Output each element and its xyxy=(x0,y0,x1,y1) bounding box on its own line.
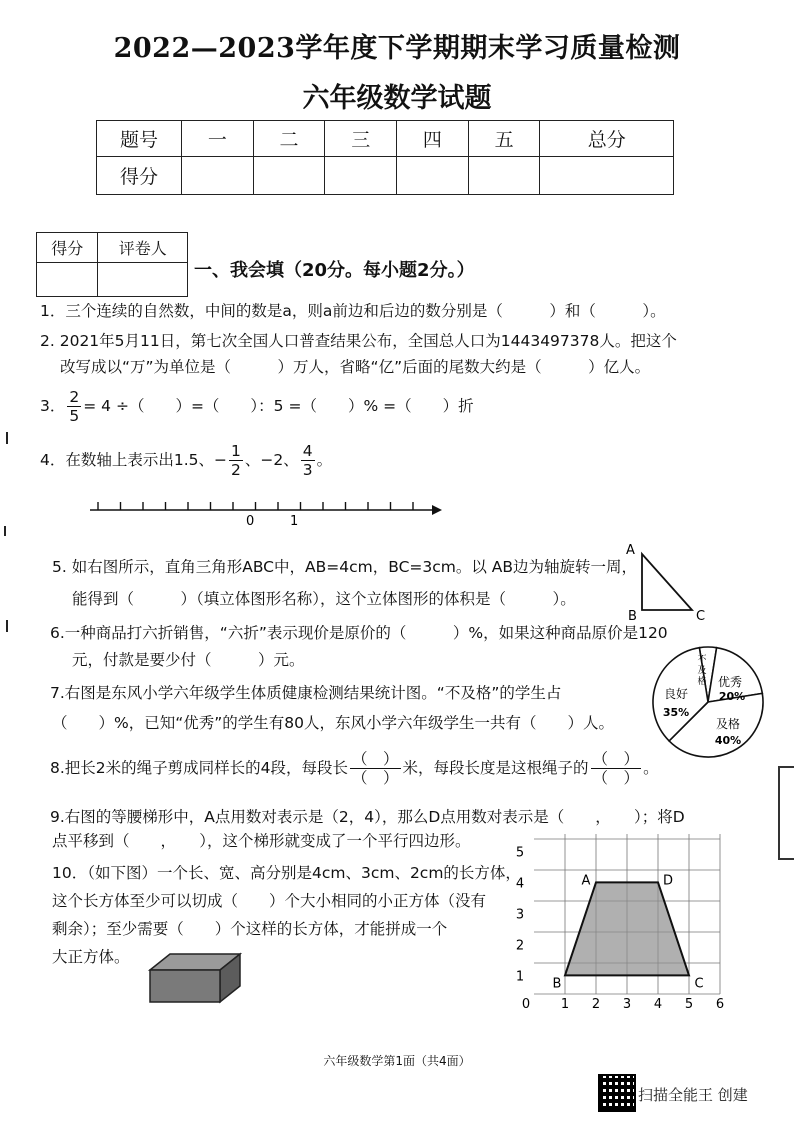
question-8 xyxy=(50,748,659,788)
question-3-number: 3． xyxy=(40,397,66,415)
fraction-blank-ratio xyxy=(591,750,642,787)
triangle-label-a: A xyxy=(626,543,635,558)
fraction-denominator: （ ） xyxy=(592,769,640,787)
pie-label-good: 良好 xyxy=(663,687,689,701)
grid-x-tick-label: 5 xyxy=(684,997,694,1012)
grid-point-label-b: B xyxy=(552,976,562,992)
grader-score-label: 得分 xyxy=(37,233,98,263)
fraction-denominator: 5 xyxy=(69,407,80,425)
question-3-rest: = 4 ÷（ ）=（ ）：5 =（ ）% =（ ）折 xyxy=(83,397,474,415)
question-10-line2: 这个长方体至少可以切成（ ）个大小相同的小正方体（没有 xyxy=(52,892,487,910)
question-10-line3: 剩余）；至少需要（ ）个这样的长方体，才能拼成一个 xyxy=(52,920,448,938)
section-title: 一、我会填（20分。每小题2分。） xyxy=(194,260,475,281)
grader-score-cell[interactable] xyxy=(37,263,98,297)
score-table-header-cell: 四 xyxy=(397,121,469,157)
scan-edge-mark xyxy=(4,526,6,536)
pie-label-fail-1: 不 xyxy=(697,655,707,665)
question-8-text-b: 米，每段长度是这根绳子的 xyxy=(402,759,589,777)
scan-edge-mark xyxy=(6,432,8,444)
question-10-line1: 10．（如下图）一个长、宽、高分别是4cm、3cm、2cm的长方体， xyxy=(52,864,521,882)
pie-value-good: 35% xyxy=(662,706,690,719)
question-4-mid: 、−2、 xyxy=(244,451,299,469)
fraction-blank-meters xyxy=(350,750,401,787)
grid-x-tick-label: 2 xyxy=(591,997,601,1012)
question-2-line1: 2. 2021年5月11日，第七次全国人口普查结果公布，全国总人口为1443497378人。把这个 xyxy=(40,332,677,350)
exam-title: 2022—2023学年度下学期期末学习质量检测 xyxy=(113,33,681,64)
number-line-ticks xyxy=(98,502,413,510)
grid-y-tick-label: 3 xyxy=(515,907,525,923)
pie-value-excellent: 20% xyxy=(718,690,746,703)
fraction-numerator: 1 xyxy=(231,442,241,460)
score-cell[interactable] xyxy=(325,157,397,195)
coordinate-grid xyxy=(514,834,728,1012)
grid-y-tick-labels xyxy=(516,845,524,984)
question-4-end: 。 xyxy=(316,451,333,469)
question-5-line2: 能得到（ ）（填立体图形名称），这个立体图形的体积是（ ）。 xyxy=(72,590,576,608)
question-5-line1: 5. 如右图所示，直角三角形ABC中，AB=4cm，BC=3cm。以 AB边为轴旋转一周， xyxy=(52,558,638,576)
grader-box xyxy=(36,232,188,297)
cuboid-figure xyxy=(146,950,246,1006)
pie-slices xyxy=(653,647,763,757)
question-4 xyxy=(40,440,332,480)
question-10-line4: 大正方体。 xyxy=(52,948,130,966)
question-7-line1: 7.右图是东风小学六年级学生体质健康检测结果统计图。“不及格”的学生占 xyxy=(50,684,562,702)
score-cell[interactable] xyxy=(182,157,254,195)
scanner-watermark: 扫描全能王 创建 xyxy=(638,1086,748,1104)
triangle-label-c: C xyxy=(696,609,706,624)
pie-value-pass: 40% xyxy=(714,734,742,747)
grid-y-tick-label: 2 xyxy=(515,938,525,954)
page-footer: 六年级数学第1面（共4面） xyxy=(323,1054,471,1068)
number-line-label-0: 0 xyxy=(246,514,255,529)
score-cell[interactable] xyxy=(540,157,674,195)
question-3 xyxy=(40,386,474,426)
question-1: 1．三个连续的自然数，中间的数是a，则a前边和后边的数分别是（ ）和（ ）。 xyxy=(40,302,666,320)
fraction-4-3 xyxy=(301,442,315,479)
pie-label-fail-3: 格 xyxy=(697,677,707,687)
cuboid-front-face xyxy=(150,970,220,1002)
grid-point-label-a: A xyxy=(581,873,591,889)
score-table xyxy=(96,120,674,195)
grid-x-tick-label: 6 xyxy=(715,997,725,1012)
triangle-label-b: B xyxy=(628,609,637,624)
question-8-text-a: 8.把长2米的绳子剪成同样长的4段，每段长 xyxy=(50,759,349,777)
triangle-figure xyxy=(622,538,714,624)
fraction-numerator: 4 xyxy=(302,442,313,460)
fraction-denominator: 2 xyxy=(231,461,241,479)
scan-edge-bracket xyxy=(778,766,794,860)
score-table-header-cell: 三 xyxy=(325,121,397,157)
number-line xyxy=(86,494,446,530)
score-table-header-cell: 总分 xyxy=(540,121,674,157)
scan-edge-mark xyxy=(6,620,8,632)
score-table-header-cell: 题号 xyxy=(97,121,182,157)
fraction-numerator: 2 xyxy=(69,388,80,406)
fraction-denominator: 3 xyxy=(302,461,313,479)
score-cell[interactable] xyxy=(468,157,540,195)
grid-point-label-d: D xyxy=(662,873,674,889)
score-cell[interactable] xyxy=(397,157,469,195)
grid-x-tick-label: 4 xyxy=(653,997,663,1012)
question-8-end: 。 xyxy=(643,759,659,777)
grid-y-tick-label: 5 xyxy=(515,845,525,861)
question-6-line1: 6.一种商品打六折销售，“六折”表示现价是原价的（ ）%，如果这种商品原价是120 xyxy=(50,624,668,642)
pie-label-fail-2: 及 xyxy=(697,666,707,676)
fraction-denominator: （ ） xyxy=(352,769,399,787)
number-line-arrow xyxy=(432,505,442,515)
question-2-line2: 改写成以“万”为单位是（ ）万人，省略“亿”后面的尾数大约是（ ）亿人。 xyxy=(60,358,651,376)
pie-label-excellent: 优秀 xyxy=(717,675,743,689)
grader-name-label: 评卷人 xyxy=(98,233,188,263)
trapezoid-abcd xyxy=(565,882,689,975)
question-7-line2: （ ）%，已知“优秀”的学生有80人，东风小学六年级学生一共有（ ）人。 xyxy=(52,714,615,732)
grid-x-tick-labels xyxy=(522,997,724,1012)
triangle-abc xyxy=(642,554,692,610)
number-line-label-1: 1 xyxy=(290,514,299,529)
grid-y-tick-label: 1 xyxy=(515,969,525,985)
pie-chart xyxy=(650,644,766,760)
grid-x-tick-label: 3 xyxy=(622,997,632,1012)
question-9-line2: 点平移到（ ， ），这个梯形就变成了一个平行四边形。 xyxy=(52,832,471,850)
exam-subtitle: 六年级数学试题 xyxy=(302,83,492,114)
score-table-header-cell: 五 xyxy=(468,121,540,157)
grader-name-cell[interactable] xyxy=(98,263,188,297)
question-4-text: 4．在数轴上表示出1.5、− xyxy=(40,451,227,469)
score-table-header-cell: 二 xyxy=(253,121,325,157)
fraction-2-5 xyxy=(67,388,81,425)
grid-point-label-c: C xyxy=(694,976,704,992)
fraction-1-2 xyxy=(229,442,243,479)
grid-x-tick-label: 1 xyxy=(560,997,570,1012)
qr-code-icon xyxy=(598,1074,636,1112)
grid-x-tick-label: 0 xyxy=(521,997,531,1012)
question-9-line1: 9.右图的等腰梯形中，A点用数对表示是（2，4），那么D点用数对表示是（ ， ）；将D xyxy=(50,808,685,826)
score-table-header-cell: 一 xyxy=(182,121,254,157)
question-6-line2: 元，付款是要少付（ ）元。 xyxy=(72,651,305,669)
grid-y-tick-label: 4 xyxy=(515,876,525,892)
score-cell[interactable] xyxy=(253,157,325,195)
score-row-label: 得分 xyxy=(97,157,182,195)
fraction-numerator: （ ） xyxy=(352,750,399,768)
fraction-numerator: （ ） xyxy=(592,750,640,768)
pie-label-pass: 及格 xyxy=(715,717,741,731)
